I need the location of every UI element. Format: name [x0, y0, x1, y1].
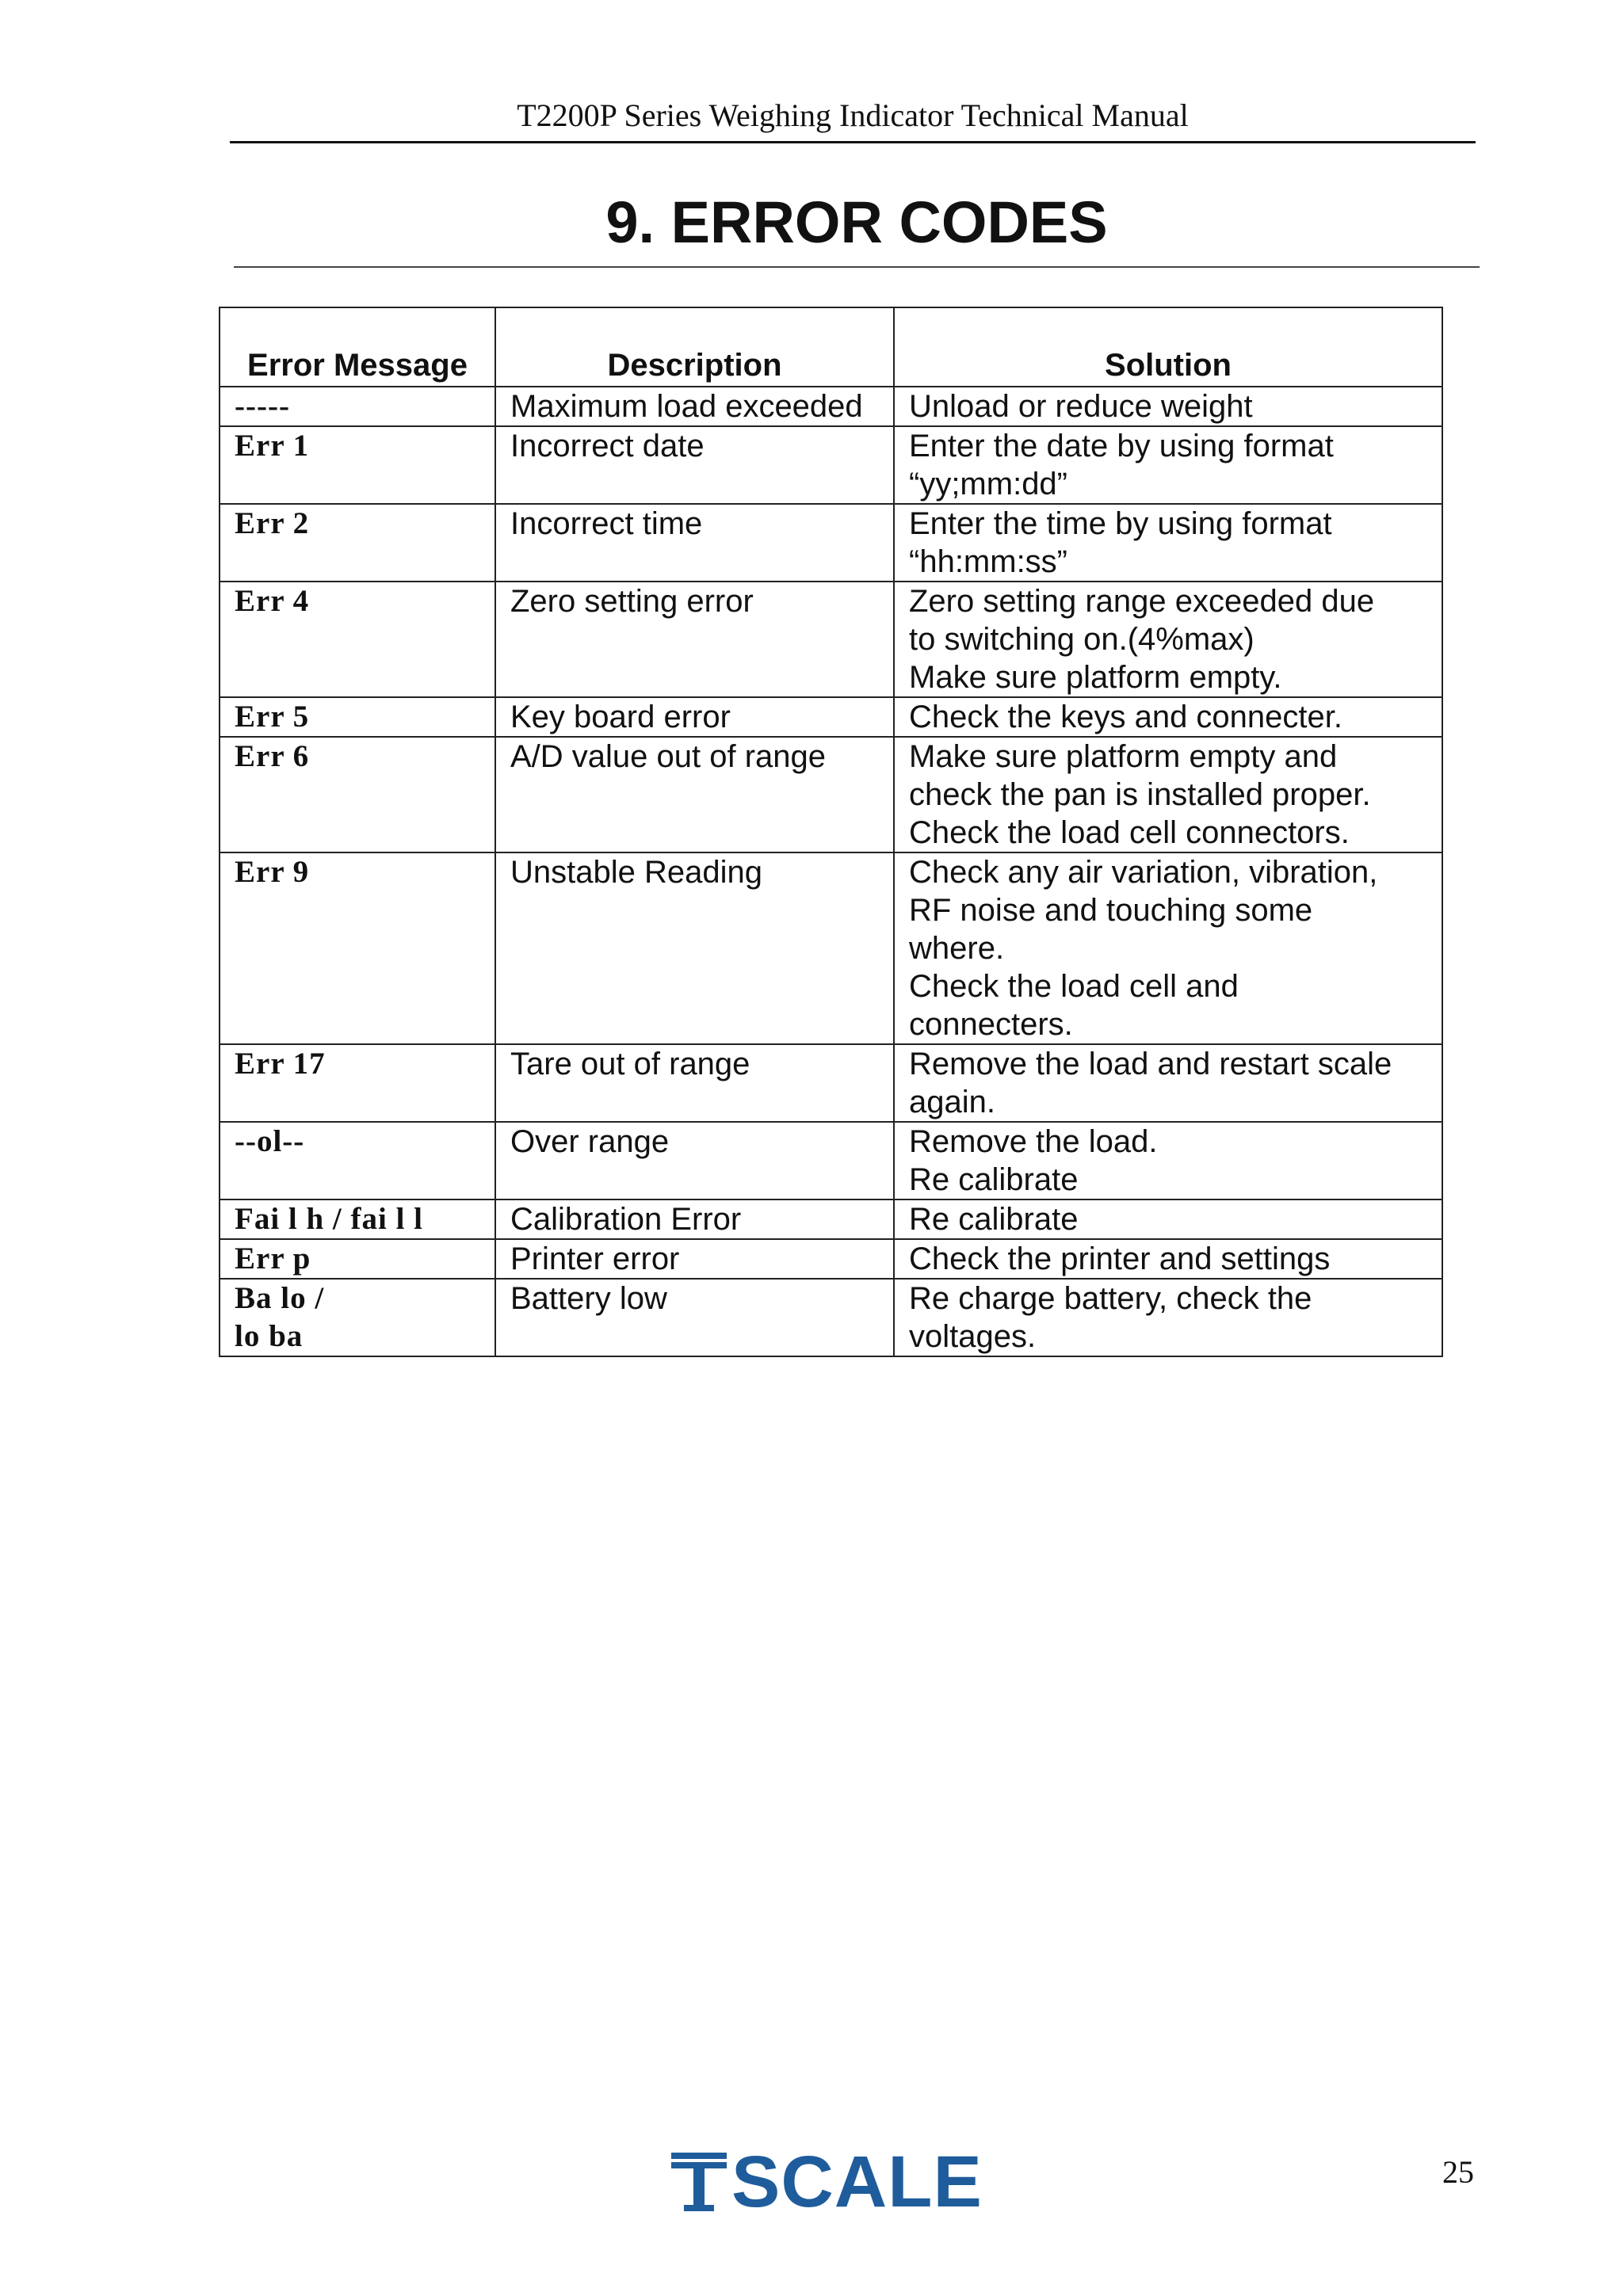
description-cell: Battery low [495, 1279, 894, 1356]
table-row [220, 1239, 1442, 1279]
description-cell: Incorrect date [495, 426, 894, 504]
error-code-cell: Err 9 [220, 852, 495, 1044]
logo-text: SCALE [731, 2142, 983, 2222]
description-cell: A/D value out of range [495, 737, 894, 852]
description-cell: Over range [495, 1122, 894, 1199]
description-cell: Maximum load exceeded [495, 387, 894, 426]
solution-cell: Check the keys and connecter. [894, 697, 1442, 737]
solution-cell: Re charge battery, check the voltages. [894, 1279, 1442, 1356]
table-row [220, 737, 1442, 852]
error-code-cell: Ba lo / lo ba [220, 1279, 495, 1356]
table-row [220, 387, 1442, 426]
description-cell: Incorrect time [495, 504, 894, 582]
table-row [220, 426, 1442, 504]
tscale-logo [671, 2142, 983, 2222]
error-code-cell: --ol-- [220, 1122, 495, 1199]
solution-cell: Enter the time by using format “hh:mm:ss” [894, 504, 1442, 582]
table-row [220, 1044, 1442, 1122]
table-row [220, 697, 1442, 737]
description-cell: Printer error [495, 1239, 894, 1279]
solution-cell: Re calibrate [894, 1199, 1442, 1239]
error-code-cell: Err 5 [220, 697, 495, 737]
column-header-solution: Solution [894, 307, 1442, 387]
error-code-cell: Err 4 [220, 582, 495, 697]
solution-cell: Make sure platform empty and check the pan is installed proper. Check the load cell connectors. [894, 737, 1442, 852]
error-code-cell: Fai l h / fai l l [220, 1199, 495, 1239]
description-cell: Tare out of range [495, 1044, 894, 1122]
table-header-row [220, 307, 1442, 387]
solution-cell: Zero setting range exceeded due to switching on.(4%max) Make sure platform empty. [894, 582, 1442, 697]
error-code-cell: Err 1 [220, 426, 495, 504]
solution-cell: Check any air variation, vibration, RF noise and touching some where. Check the load cell and connecters. [894, 852, 1442, 1044]
solution-cell: Remove the load. Re calibrate [894, 1122, 1442, 1199]
description-cell: Zero setting error [495, 582, 894, 697]
column-header-description: Description [495, 307, 894, 387]
error-code-cell: Err 6 [220, 737, 495, 852]
error-code-cell: ----- [220, 387, 495, 426]
description-cell: Key board error [495, 697, 894, 737]
error-codes-table [219, 307, 1443, 1357]
table-row [220, 1279, 1442, 1356]
solution-cell: Remove the load and restart scale again. [894, 1044, 1442, 1122]
description-cell: Unstable Reading [495, 852, 894, 1044]
t-logo-icon [671, 2151, 727, 2213]
table-row [220, 582, 1442, 697]
error-code-cell: Err p [220, 1239, 495, 1279]
error-code-cell: Err 2 [220, 504, 495, 582]
table-row [220, 1199, 1442, 1239]
table-row [220, 852, 1442, 1044]
running-header: T2200P Series Weighing Indicator Technical Manual [517, 97, 1189, 133]
solution-cell: Unload or reduce weight [894, 387, 1442, 426]
header-rule [230, 141, 1476, 143]
section-title: 9. ERROR CODES [605, 189, 1108, 255]
column-header-error-message: Error Message [220, 307, 495, 387]
error-code-cell: Err 17 [220, 1044, 495, 1122]
description-cell: Calibration Error [495, 1199, 894, 1239]
table-row [220, 1122, 1442, 1199]
solution-cell: Enter the date by using format “yy;mm:dd” [894, 426, 1442, 504]
solution-cell: Check the printer and settings [894, 1239, 1442, 1279]
title-rule [234, 266, 1480, 268]
page-number: 25 [1442, 2154, 1474, 2190]
table-row [220, 504, 1442, 582]
